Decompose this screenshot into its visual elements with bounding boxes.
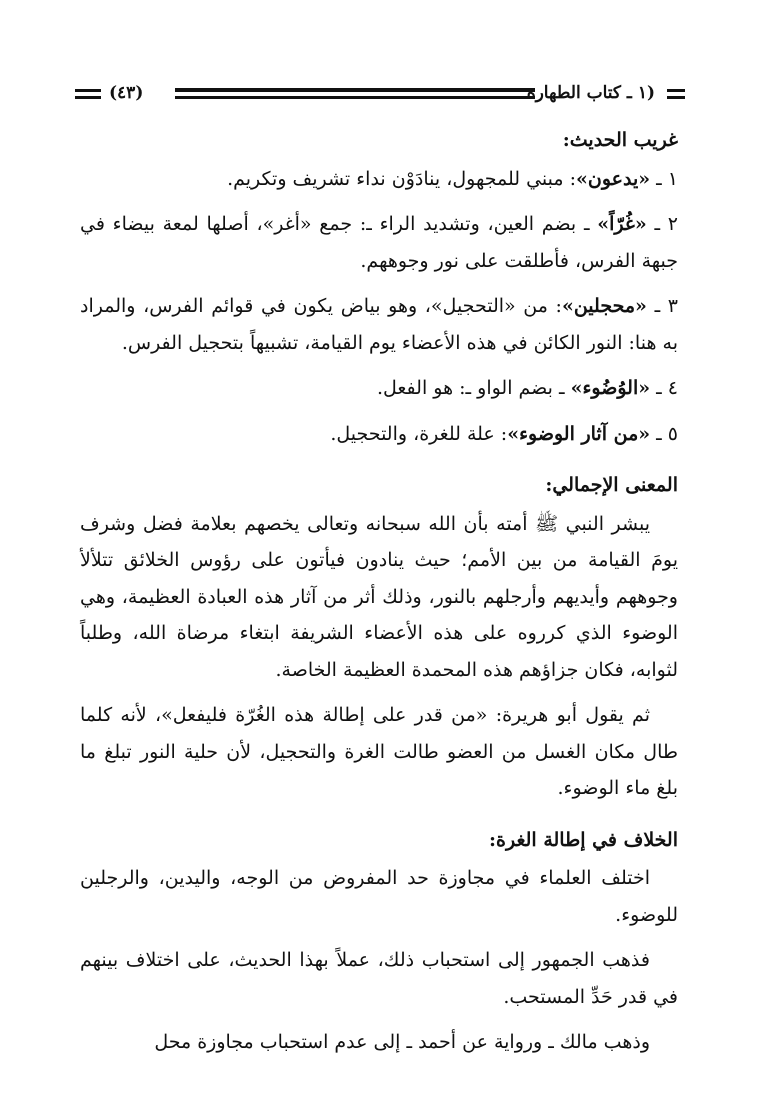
gloss-text: : علة للغرة، والتحجيل. — [330, 422, 508, 445]
paragraph: ثم يقول أبو هريرة: «من قدر على إطالة هذه الغُرّة فليفعل»، لأنه كلما طال مكان الغسل من العضو طالت الغرة والتحجيل، لأن حلية النور تبلغ ما بلغ ماء الوضوء. — [80, 704, 678, 799]
paragraph: يبشر النبي ﷺ أمته بأن الله سبحانه وتعالى يخصهم بعلامة فضل وشرف يومَ القيامة من بين الأمم؛ حيث ينادون فيأتون على رؤوس الخلائق تتلألأ وجوههم وأيديهم وأرجلهم بالنور، وذلك أثر من آثار هذه العبادة العظيمة، وهي الوضوء الذي كرروه على هذه الأعضاء الشريفة ابتغاء مرضاة الله، وطلباً لثوابه، فكان جزاؤهم هذه المحمدة العظيمة الخاصة. — [80, 512, 678, 681]
gloss-term: «الوُضُوء» — [570, 377, 651, 399]
page-body — [80, 122, 678, 1070]
gloss-number: ١ ـ — [656, 167, 678, 190]
chapter-title: (١ ـ كتاب الطهارة — [526, 83, 655, 103]
section-heading-maana: المعنى الإجمالي: — [545, 474, 678, 496]
paragraph: فذهب الجمهور إلى استحباب ذلك، عملاً بهذا الحديث، على اختلاف بينهم في قدر حَدِّ المستحب. — [80, 949, 678, 1008]
paragraph: اختلف العلماء في مجاوزة حد المفروض من الوجه، واليدين، والرجلين للوضوء. — [80, 867, 678, 926]
gloss-text: : من «التحجيل»، وهو بياض يكون في قوائم الفرس، والمراد به هنا: النور الكائن في هذه الأعضاء يوم القيامة، تشبيهاً بتحجيل الفرس. — [80, 295, 678, 354]
gloss-term: «غُرّاً» — [597, 213, 647, 235]
gloss-item — [80, 206, 678, 279]
header-rule — [175, 88, 535, 99]
section-heading-khilaf: الخلاف في إطالة الغرة: — [489, 828, 678, 851]
gloss-text: ـ بضم العين، وتشديد الراء ـ: جمع «أغر»، أصلها لمعة بيضاء في جبهة الفرس، فأطلقت على نور وجوههم. — [80, 213, 678, 272]
header-ornament-left — [75, 89, 101, 99]
gloss-item — [80, 161, 678, 198]
gloss-term: «محجلين» — [561, 295, 647, 317]
gloss-text: ـ بضم الواو ـ: هو الفعل. — [376, 377, 571, 399]
page-number: (٤٣) — [109, 83, 144, 103]
gloss-item — [80, 416, 678, 453]
running-header — [75, 78, 685, 108]
gloss-number: ٣ ـ — [654, 295, 679, 317]
section-heading-gharib: غريب الحديث: — [562, 129, 678, 151]
paragraph: وذهب مالك ـ ورواية عن أحمد ـ إلى عدم استحباب مجاوزة محل — [154, 1031, 650, 1053]
gloss-number: ٢ ـ — [654, 213, 678, 235]
gloss-number: ٥ ـ — [656, 422, 678, 445]
gloss-item — [80, 370, 678, 407]
gloss-term: «من آثار الوضوء» — [507, 422, 651, 445]
gloss-text: : مبني للمجهول، ينادَوْن نداء تشريف وتكريم. — [227, 167, 576, 190]
gloss-number: ٤ ـ — [656, 377, 678, 399]
gloss-item — [80, 288, 678, 361]
gloss-term: «يدعون» — [576, 167, 651, 190]
header-ornament-right — [667, 89, 685, 99]
